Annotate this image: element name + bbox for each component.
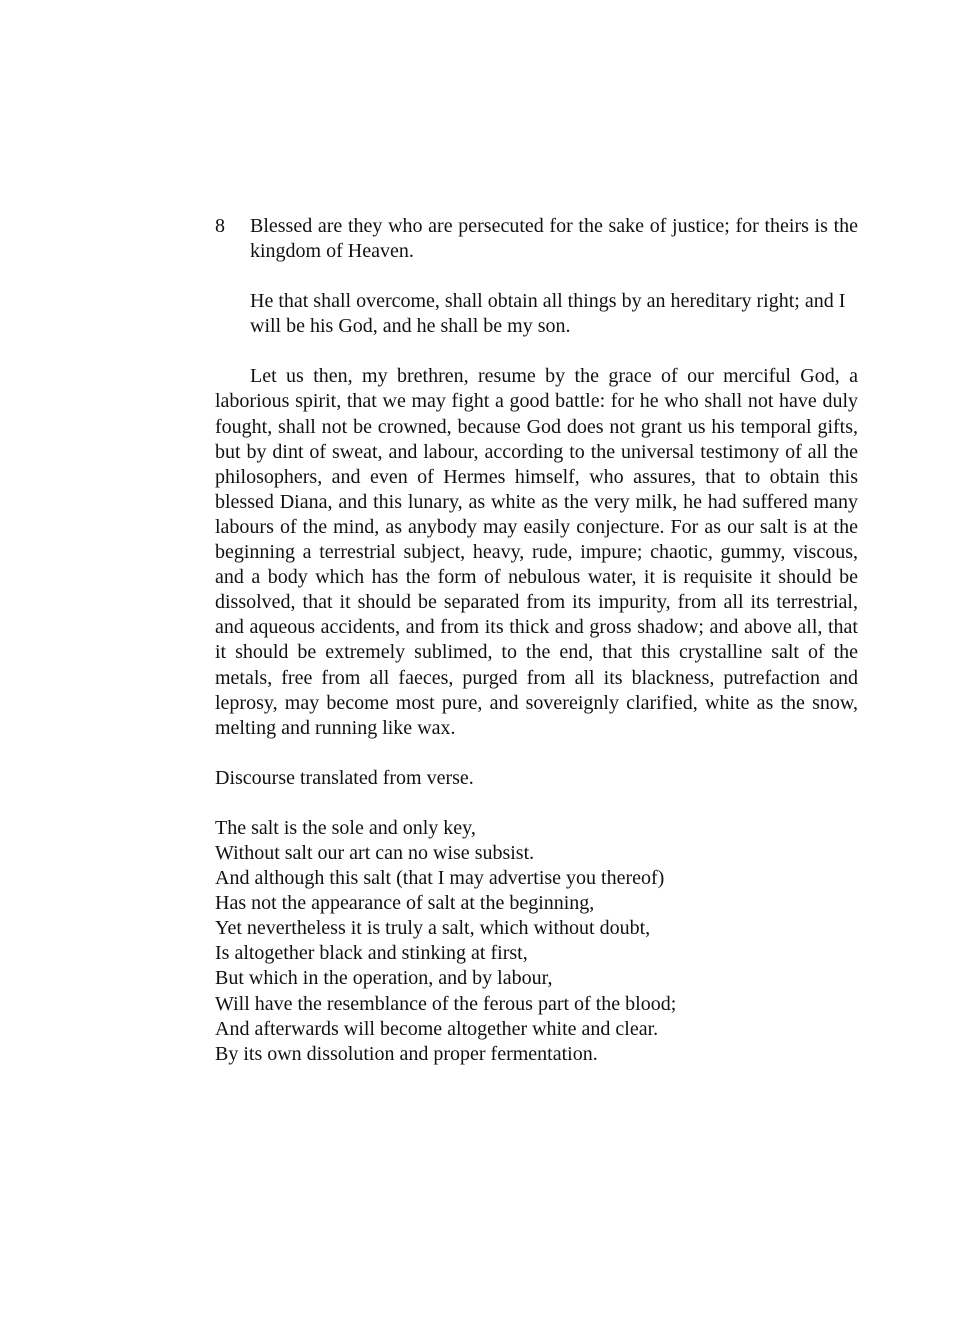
poem-line: Will have the resemblance of the ferous part of the blood;: [215, 992, 677, 1015]
poem-line: By its own dissolution and proper fermentation.: [215, 1042, 598, 1065]
poem-line: But which in the operation, and by labour,: [215, 967, 553, 990]
verse-text: Blessed are they who are persecuted for the sake of justice; for theirs is the kingdom of Heaven.: [250, 215, 858, 263]
poem-line: Has not the appearance of salt at the beginning,: [215, 892, 595, 915]
poem-line: Without salt our art can no wise subsist.: [215, 841, 535, 864]
poem-line: And afterwards will become altogether white and clear.: [215, 1017, 659, 1040]
discourse-heading: Discourse translated from verse.: [215, 766, 474, 789]
verse-number: 8: [215, 215, 225, 237]
poem-line: Is altogether black and stinking at first,: [215, 942, 528, 965]
poem-line: Yet nevertheless it is truly a salt, which without doubt,: [215, 917, 651, 940]
beatitude-verse: [215, 214, 858, 264]
main-paragraph: Let us then, my brethren, resume by the grace of our merciful God, a laborious spirit, that we may fight a good battle: for he who shall not have duly fought, shall not be crowned, because God does not grant us his temporal gifts, but by dint of sweat, and labour, according to the universal testimony of all the philosophers, and even of Hermes himself, who assures, that to obtain this blessed Diana, and this lunary, as white as the very milk, he had suffered many labours of the mind, as anybody may easily conjecture. For as our salt is at the beginning a terrestrial subject, heavy, rude, impure; chaotic, gummy, viscous, and a body which has the form of nebulous water, it is requisite it should be dissolved, that it should be separated from its impurity, from all its terrestrial, and aqueous accidents, and from its thick and gross shadow; and above all, that it should be extremely sublimed, to the end, that this crystalline salt of the metals, free from all faeces, purged from all its blackness, putrefaction and leprosy, may become most pure, and sovereignly clarified, white as the snow, melting and running like wax.: [215, 365, 858, 739]
poem-line: And although this salt (that I may advertise you thereof): [215, 867, 665, 890]
poem-line: The salt is the sole and only key,: [215, 816, 476, 839]
promise-text: He that shall overcome, shall obtain all things by an hereditary right; and I will be his God, and he shall be my son.: [250, 290, 846, 338]
poem: [215, 816, 858, 1067]
text-column: [215, 214, 858, 1067]
